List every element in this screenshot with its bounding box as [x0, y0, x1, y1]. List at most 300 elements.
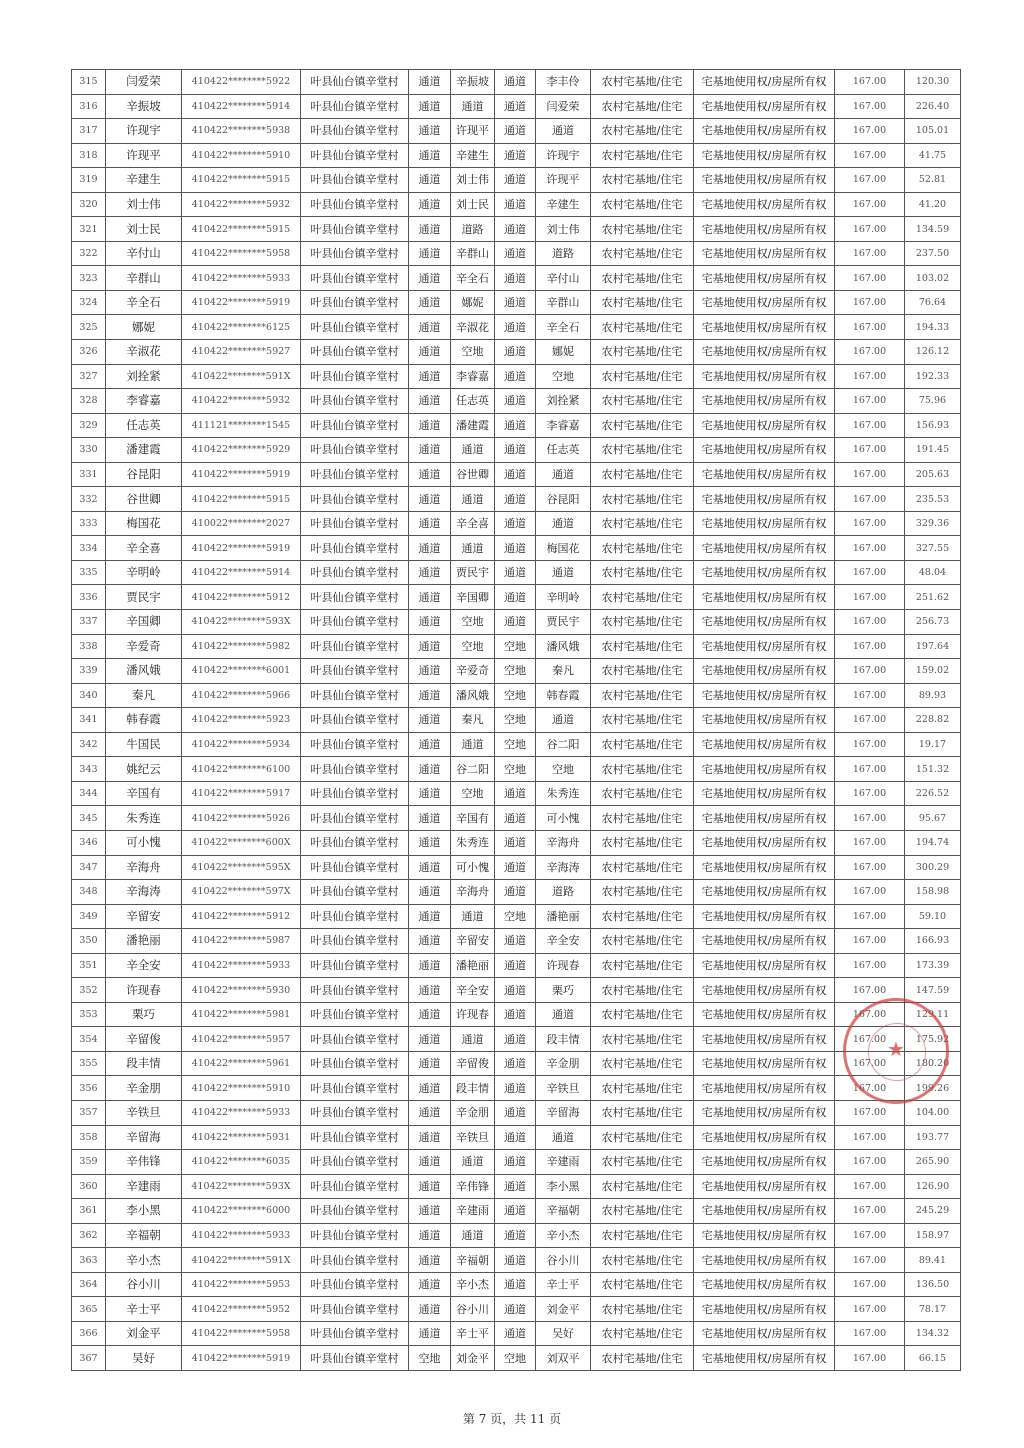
land-use-cell: 农村宅基地/住宅	[591, 610, 694, 635]
table-row	[72, 340, 961, 365]
land-use-cell: 农村宅基地/住宅	[591, 560, 694, 585]
land-area-cell: 167.00	[835, 683, 905, 708]
id-number-cell: 410422********5914	[182, 560, 301, 585]
building-area-cell: 158.98	[905, 880, 961, 905]
land-area-cell: 167.00	[835, 1027, 905, 1052]
land-area-cell: 167.00	[835, 781, 905, 806]
west-boundary-cell: 通道	[495, 781, 536, 806]
land-area-cell: 167.00	[835, 1125, 905, 1150]
location-cell: 叶县仙台镇辛堂村	[301, 1076, 409, 1101]
row-number-cell: 365	[72, 1297, 106, 1322]
table-row	[72, 94, 961, 119]
id-number-cell: 410422********5915	[182, 217, 301, 242]
owner-name-cell: 谷昆阳	[106, 462, 182, 487]
right-type-cell: 宅基地使用权/房屋所有权	[694, 536, 835, 561]
east-boundary-cell: 通道	[409, 487, 451, 512]
id-number-cell: 410422********5917	[182, 781, 301, 806]
id-number-cell: 411121********1545	[182, 413, 301, 438]
right-type-cell: 宅基地使用权/房屋所有权	[694, 1100, 835, 1125]
land-area-cell: 167.00	[835, 413, 905, 438]
east-boundary-cell: 通道	[409, 560, 451, 585]
west-boundary-cell: 通道	[495, 1321, 536, 1346]
row-number-cell: 348	[72, 880, 106, 905]
west-boundary-cell: 通道	[495, 315, 536, 340]
land-use-cell: 农村宅基地/住宅	[591, 1199, 694, 1224]
location-cell: 叶县仙台镇辛堂村	[301, 1346, 409, 1371]
owner-name-cell: 辛群山	[106, 266, 182, 291]
owner-name-cell: 李小黑	[106, 1199, 182, 1224]
owner-name-cell: 辛留俊	[106, 1027, 182, 1052]
east-boundary-cell: 通道	[409, 340, 451, 365]
east-boundary-cell: 通道	[409, 1223, 451, 1248]
south-boundary-cell: 潘建霞	[451, 413, 495, 438]
table-row	[72, 880, 961, 905]
north-boundary-cell: 辛士平	[536, 1272, 591, 1297]
owner-name-cell: 辛留安	[106, 904, 182, 929]
west-boundary-cell: 通道	[495, 1051, 536, 1076]
building-area-cell: 192.33	[905, 364, 961, 389]
north-boundary-cell: 贾民宇	[536, 610, 591, 635]
id-number-cell: 410422********5934	[182, 732, 301, 757]
owner-name-cell: 谷世卿	[106, 487, 182, 512]
location-cell: 叶县仙台镇辛堂村	[301, 1248, 409, 1273]
right-type-cell: 宅基地使用权/房屋所有权	[694, 757, 835, 782]
land-area-cell: 167.00	[835, 168, 905, 193]
building-area-cell: 126.90	[905, 1174, 961, 1199]
location-cell: 叶县仙台镇辛堂村	[301, 143, 409, 168]
east-boundary-cell: 通道	[409, 241, 451, 266]
table-row	[72, 806, 961, 831]
west-boundary-cell: 通道	[495, 389, 536, 414]
land-use-cell: 农村宅基地/住宅	[591, 168, 694, 193]
owner-name-cell: 辛国有	[106, 781, 182, 806]
east-boundary-cell: 通道	[409, 1076, 451, 1101]
land-use-cell: 农村宅基地/住宅	[591, 315, 694, 340]
location-cell: 叶县仙台镇辛堂村	[301, 1321, 409, 1346]
south-boundary-cell: 空地	[451, 781, 495, 806]
building-area-cell: 147.59	[905, 978, 961, 1003]
east-boundary-cell: 通道	[409, 438, 451, 463]
north-boundary-cell: 辛群山	[536, 290, 591, 315]
right-type-cell: 宅基地使用权/房屋所有权	[694, 978, 835, 1003]
south-boundary-cell: 许现春	[451, 1002, 495, 1027]
east-boundary-cell: 通道	[409, 143, 451, 168]
land-area-cell: 167.00	[835, 266, 905, 291]
north-boundary-cell: 道路	[536, 880, 591, 905]
south-boundary-cell: 辛国卿	[451, 585, 495, 610]
west-boundary-cell: 通道	[495, 953, 536, 978]
row-number-cell: 345	[72, 806, 106, 831]
right-type-cell: 宅基地使用权/房屋所有权	[694, 1346, 835, 1371]
east-boundary-cell: 通道	[409, 168, 451, 193]
owner-name-cell: 辛留海	[106, 1125, 182, 1150]
table-row	[72, 904, 961, 929]
row-number-cell: 367	[72, 1346, 106, 1371]
east-boundary-cell: 通道	[409, 1199, 451, 1224]
south-boundary-cell: 刘金平	[451, 1346, 495, 1371]
row-number-cell: 363	[72, 1248, 106, 1273]
table-row	[72, 389, 961, 414]
building-area-cell: 193.77	[905, 1125, 961, 1150]
south-boundary-cell: 空地	[451, 634, 495, 659]
owner-name-cell: 辛铁旦	[106, 1100, 182, 1125]
west-boundary-cell: 通道	[495, 978, 536, 1003]
east-boundary-cell: 通道	[409, 1248, 451, 1273]
south-boundary-cell: 辛士平	[451, 1321, 495, 1346]
north-boundary-cell: 潘艳丽	[536, 904, 591, 929]
row-number-cell: 324	[72, 290, 106, 315]
south-boundary-cell: 辛全安	[451, 978, 495, 1003]
south-boundary-cell: 通道	[451, 487, 495, 512]
row-number-cell: 361	[72, 1199, 106, 1224]
south-boundary-cell: 辛海舟	[451, 880, 495, 905]
right-type-cell: 宅基地使用权/房屋所有权	[694, 1174, 835, 1199]
row-number-cell: 333	[72, 511, 106, 536]
right-type-cell: 宅基地使用权/房屋所有权	[694, 659, 835, 684]
owner-name-cell: 贾民宇	[106, 585, 182, 610]
north-boundary-cell: 刘拴紧	[536, 389, 591, 414]
north-boundary-cell: 秦凡	[536, 659, 591, 684]
north-boundary-cell: 刘金平	[536, 1297, 591, 1322]
west-boundary-cell: 通道	[495, 1100, 536, 1125]
land-use-cell: 农村宅基地/住宅	[591, 732, 694, 757]
south-boundary-cell: 潘艳丽	[451, 953, 495, 978]
right-type-cell: 宅基地使用权/房屋所有权	[694, 708, 835, 733]
owner-name-cell: 栗巧	[106, 1002, 182, 1027]
location-cell: 叶县仙台镇辛堂村	[301, 1199, 409, 1224]
owner-name-cell: 潘艳丽	[106, 929, 182, 954]
table-row	[72, 929, 961, 954]
south-boundary-cell: 辛福朝	[451, 1248, 495, 1273]
land-use-cell: 农村宅基地/住宅	[591, 1272, 694, 1297]
table-row	[72, 1272, 961, 1297]
owner-name-cell: 辛伟锋	[106, 1150, 182, 1175]
land-area-cell: 167.00	[835, 929, 905, 954]
id-number-cell: 410422********5910	[182, 1076, 301, 1101]
south-boundary-cell: 辛伟锋	[451, 1174, 495, 1199]
north-boundary-cell: 空地	[536, 757, 591, 782]
table-row	[72, 732, 961, 757]
south-boundary-cell: 通道	[451, 904, 495, 929]
right-type-cell: 宅基地使用权/房屋所有权	[694, 389, 835, 414]
north-boundary-cell: 空地	[536, 364, 591, 389]
west-boundary-cell: 通道	[495, 536, 536, 561]
right-type-cell: 宅基地使用权/房屋所有权	[694, 315, 835, 340]
row-number-cell: 319	[72, 168, 106, 193]
table-row	[72, 1223, 961, 1248]
west-boundary-cell: 空地	[495, 732, 536, 757]
row-number-cell: 322	[72, 241, 106, 266]
north-boundary-cell: 通道	[536, 1125, 591, 1150]
building-area-cell: 136.50	[905, 1272, 961, 1297]
id-number-cell: 410422********5933	[182, 1223, 301, 1248]
north-boundary-cell: 通道	[536, 560, 591, 585]
land-use-cell: 农村宅基地/住宅	[591, 119, 694, 144]
building-area-cell: 76.64	[905, 290, 961, 315]
row-number-cell: 332	[72, 487, 106, 512]
location-cell: 叶县仙台镇辛堂村	[301, 683, 409, 708]
south-boundary-cell: 辛建雨	[451, 1199, 495, 1224]
building-area-cell: 228.82	[905, 708, 961, 733]
location-cell: 叶县仙台镇辛堂村	[301, 781, 409, 806]
south-boundary-cell: 辛全石	[451, 266, 495, 291]
table-row	[72, 413, 961, 438]
north-boundary-cell: 李丰伶	[536, 70, 591, 95]
land-area-cell: 167.00	[835, 290, 905, 315]
land-use-cell: 农村宅基地/住宅	[591, 266, 694, 291]
south-boundary-cell: 空地	[451, 340, 495, 365]
owner-name-cell: 辛全喜	[106, 536, 182, 561]
location-cell: 叶县仙台镇辛堂村	[301, 1100, 409, 1125]
row-number-cell: 321	[72, 217, 106, 242]
north-boundary-cell: 辛付山	[536, 266, 591, 291]
building-area-cell: 89.41	[905, 1248, 961, 1273]
south-boundary-cell: 辛群山	[451, 241, 495, 266]
table-row	[72, 978, 961, 1003]
land-use-cell: 农村宅基地/住宅	[591, 94, 694, 119]
land-use-cell: 农村宅基地/住宅	[591, 683, 694, 708]
row-number-cell: 343	[72, 757, 106, 782]
south-boundary-cell: 辛全喜	[451, 511, 495, 536]
building-area-cell: 19.17	[905, 732, 961, 757]
west-boundary-cell: 通道	[495, 1125, 536, 1150]
owner-name-cell: 秦凡	[106, 683, 182, 708]
row-number-cell: 341	[72, 708, 106, 733]
right-type-cell: 宅基地使用权/房屋所有权	[694, 70, 835, 95]
location-cell: 叶县仙台镇辛堂村	[301, 1223, 409, 1248]
row-number-cell: 338	[72, 634, 106, 659]
land-area-cell: 167.00	[835, 143, 905, 168]
west-boundary-cell: 通道	[495, 511, 536, 536]
location-cell: 叶县仙台镇辛堂村	[301, 119, 409, 144]
location-cell: 叶县仙台镇辛堂村	[301, 880, 409, 905]
location-cell: 叶县仙台镇辛堂村	[301, 732, 409, 757]
east-boundary-cell: 通道	[409, 389, 451, 414]
id-number-cell: 410422********6000	[182, 1199, 301, 1224]
north-boundary-cell: 辛留海	[536, 1100, 591, 1125]
table-row	[72, 462, 961, 487]
east-boundary-cell: 通道	[409, 781, 451, 806]
land-area-cell: 167.00	[835, 855, 905, 880]
north-boundary-cell: 辛海涛	[536, 855, 591, 880]
land-use-cell: 农村宅基地/住宅	[591, 1100, 694, 1125]
south-boundary-cell: 刘士伟	[451, 168, 495, 193]
east-boundary-cell: 通道	[409, 953, 451, 978]
land-area-cell: 167.00	[835, 585, 905, 610]
row-number-cell: 351	[72, 953, 106, 978]
land-use-cell: 农村宅基地/住宅	[591, 757, 694, 782]
building-area-cell: 104.00	[905, 1100, 961, 1125]
id-number-cell: 410422********5919	[182, 1346, 301, 1371]
right-type-cell: 宅基地使用权/房屋所有权	[694, 1199, 835, 1224]
land-use-cell: 农村宅基地/住宅	[591, 1002, 694, 1027]
table-row	[72, 1002, 961, 1027]
south-boundary-cell: 道路	[451, 217, 495, 242]
east-boundary-cell: 通道	[409, 757, 451, 782]
table-row	[72, 1321, 961, 1346]
building-area-cell: 180.20	[905, 1051, 961, 1076]
owner-name-cell: 许现春	[106, 978, 182, 1003]
west-boundary-cell: 通道	[495, 830, 536, 855]
west-boundary-cell: 通道	[495, 1248, 536, 1273]
south-boundary-cell: 段丰情	[451, 1076, 495, 1101]
right-type-cell: 宅基地使用权/房屋所有权	[694, 953, 835, 978]
right-type-cell: 宅基地使用权/房屋所有权	[694, 413, 835, 438]
row-number-cell: 349	[72, 904, 106, 929]
land-use-cell: 农村宅基地/住宅	[591, 880, 694, 905]
owner-name-cell: 辛小杰	[106, 1248, 182, 1273]
land-use-cell: 农村宅基地/住宅	[591, 438, 694, 463]
owner-name-cell: 闫爱荣	[106, 70, 182, 95]
owner-name-cell: 辛福朝	[106, 1223, 182, 1248]
east-boundary-cell: 通道	[409, 1027, 451, 1052]
building-area-cell: 327.55	[905, 536, 961, 561]
id-number-cell: 410422********600X	[182, 830, 301, 855]
south-boundary-cell: 辛振坡	[451, 70, 495, 95]
east-boundary-cell: 通道	[409, 610, 451, 635]
west-boundary-cell: 通道	[495, 119, 536, 144]
row-number-cell: 335	[72, 560, 106, 585]
south-boundary-cell: 谷二阳	[451, 757, 495, 782]
row-number-cell: 327	[72, 364, 106, 389]
east-boundary-cell: 通道	[409, 1150, 451, 1175]
building-area-cell: 52.81	[905, 168, 961, 193]
south-boundary-cell: 辛爱奇	[451, 659, 495, 684]
north-boundary-cell: 刘双平	[536, 1346, 591, 1371]
west-boundary-cell: 通道	[495, 168, 536, 193]
location-cell: 叶县仙台镇辛堂村	[301, 1027, 409, 1052]
right-type-cell: 宅基地使用权/房屋所有权	[694, 560, 835, 585]
east-boundary-cell: 通道	[409, 290, 451, 315]
land-use-cell: 农村宅基地/住宅	[591, 1321, 694, 1346]
id-number-cell: 410422********5961	[182, 1051, 301, 1076]
table-row	[72, 536, 961, 561]
id-number-cell: 410422********5910	[182, 143, 301, 168]
id-number-cell: 410422********5912	[182, 904, 301, 929]
row-number-cell: 328	[72, 389, 106, 414]
south-boundary-cell: 辛留俊	[451, 1051, 495, 1076]
id-number-cell: 410422********5933	[182, 1100, 301, 1125]
right-type-cell: 宅基地使用权/房屋所有权	[694, 1150, 835, 1175]
land-use-cell: 农村宅基地/住宅	[591, 389, 694, 414]
west-boundary-cell: 通道	[495, 855, 536, 880]
east-boundary-cell: 通道	[409, 978, 451, 1003]
building-area-cell: 120.30	[905, 70, 961, 95]
west-boundary-cell: 通道	[495, 1174, 536, 1199]
land-area-cell: 167.00	[835, 1174, 905, 1199]
location-cell: 叶县仙台镇辛堂村	[301, 315, 409, 340]
west-boundary-cell: 通道	[495, 487, 536, 512]
west-boundary-cell: 通道	[495, 413, 536, 438]
land-use-cell: 农村宅基地/住宅	[591, 1076, 694, 1101]
building-area-cell: 191.45	[905, 438, 961, 463]
seal-star-icon: ★	[887, 1037, 905, 1061]
location-cell: 叶县仙台镇辛堂村	[301, 978, 409, 1003]
land-area-cell: 167.00	[835, 978, 905, 1003]
south-boundary-cell: 秦凡	[451, 708, 495, 733]
id-number-cell: 410422********5930	[182, 978, 301, 1003]
right-type-cell: 宅基地使用权/房屋所有权	[694, 1272, 835, 1297]
building-area-cell: 126.12	[905, 340, 961, 365]
table-row	[72, 511, 961, 536]
row-number-cell: 353	[72, 1002, 106, 1027]
owner-name-cell: 辛士平	[106, 1297, 182, 1322]
right-type-cell: 宅基地使用权/房屋所有权	[694, 806, 835, 831]
north-boundary-cell: 许现平	[536, 168, 591, 193]
right-type-cell: 宅基地使用权/房屋所有权	[694, 217, 835, 242]
owner-name-cell: 辛振坡	[106, 94, 182, 119]
right-type-cell: 宅基地使用权/房屋所有权	[694, 94, 835, 119]
north-boundary-cell: 辛全石	[536, 315, 591, 340]
right-type-cell: 宅基地使用权/房屋所有权	[694, 830, 835, 855]
location-cell: 叶县仙台镇辛堂村	[301, 462, 409, 487]
owner-name-cell: 吴好	[106, 1346, 182, 1371]
record-table-container	[71, 69, 960, 1371]
table-row	[72, 168, 961, 193]
land-area-cell: 167.00	[835, 94, 905, 119]
table-row	[72, 119, 961, 144]
right-type-cell: 宅基地使用权/房屋所有权	[694, 929, 835, 954]
id-number-cell: 410422********5915	[182, 168, 301, 193]
owner-name-cell: 可小愧	[106, 830, 182, 855]
north-boundary-cell: 许现春	[536, 953, 591, 978]
west-boundary-cell: 通道	[495, 880, 536, 905]
land-use-cell: 农村宅基地/住宅	[591, 487, 694, 512]
right-type-cell: 宅基地使用权/房屋所有权	[694, 634, 835, 659]
west-boundary-cell: 通道	[495, 585, 536, 610]
south-boundary-cell: 可小愧	[451, 855, 495, 880]
owner-name-cell: 朱秀连	[106, 806, 182, 831]
land-area-cell: 167.00	[835, 1150, 905, 1175]
building-area-cell: 129.11	[905, 1002, 961, 1027]
north-boundary-cell: 通道	[536, 708, 591, 733]
right-type-cell: 宅基地使用权/房屋所有权	[694, 1223, 835, 1248]
land-area-cell: 167.00	[835, 1223, 905, 1248]
land-area-cell: 167.00	[835, 904, 905, 929]
location-cell: 叶县仙台镇辛堂村	[301, 438, 409, 463]
id-number-cell: 410422********5923	[182, 708, 301, 733]
owner-name-cell: 辛金朋	[106, 1076, 182, 1101]
north-boundary-cell: 谷昆阳	[536, 487, 591, 512]
owner-name-cell: 许现平	[106, 143, 182, 168]
building-area-cell: 105.01	[905, 119, 961, 144]
north-boundary-cell: 梅国花	[536, 536, 591, 561]
land-area-cell: 167.00	[835, 880, 905, 905]
right-type-cell: 宅基地使用权/房屋所有权	[694, 880, 835, 905]
id-number-cell: 410422********5958	[182, 241, 301, 266]
building-area-cell: 95.67	[905, 806, 961, 831]
building-area-cell: 134.59	[905, 217, 961, 242]
id-number-cell: 410422********6035	[182, 1150, 301, 1175]
north-boundary-cell: 辛小杰	[536, 1223, 591, 1248]
land-area-cell: 167.00	[835, 659, 905, 684]
row-number-cell: 355	[72, 1051, 106, 1076]
land-area-cell: 167.00	[835, 757, 905, 782]
south-boundary-cell: 辛建生	[451, 143, 495, 168]
land-area-cell: 167.00	[835, 462, 905, 487]
west-boundary-cell: 通道	[495, 560, 536, 585]
id-number-cell: 410422********5933	[182, 266, 301, 291]
row-number-cell: 362	[72, 1223, 106, 1248]
table-row	[72, 364, 961, 389]
land-area-cell: 167.00	[835, 732, 905, 757]
land-area-cell: 167.00	[835, 70, 905, 95]
owner-name-cell: 潘风娥	[106, 659, 182, 684]
row-number-cell: 346	[72, 830, 106, 855]
building-area-cell: 75.96	[905, 389, 961, 414]
id-number-cell: 410422********5912	[182, 585, 301, 610]
id-number-cell: 410422********5922	[182, 70, 301, 95]
